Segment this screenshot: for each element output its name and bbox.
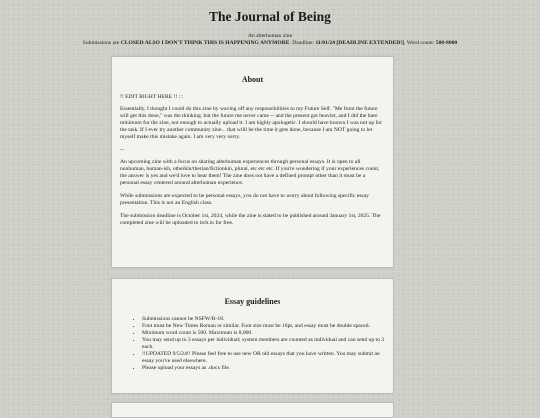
guidelines-card	[111, 278, 394, 394]
site-title: The Journal of Being	[209, 9, 331, 24]
guidelines-title: Essay guidelines	[224, 297, 281, 306]
description-paragraph: An upcoming zine with a focus on sharing alterhuman experiences through personal essays. It is open to all nonhuman, human-ish, otherkin/therian/fictionkin, plural, etc etc etc. If you're wondering if your experiences count, the answer is yes and we'd love to hear them! The zine does not have a defined prompt other than it must be a personal essay centered around alterhuman experience.	[120, 159, 380, 186]
page-header	[0, 0, 540, 47]
guideline-item: • Submissions cannot be NSFW/R-18.	[142, 316, 385, 323]
guideline-item: • Minimum word count is 500. Maximum is 8,000.	[142, 330, 385, 337]
format-paragraph: While submissions are expected to be personal essays, you do not have to worry about following specific essay presentation. This is not an English class.	[120, 193, 369, 206]
wordcount-prefix: . Word count:	[404, 40, 436, 46]
guideline-item: • You may send up to 3 essays per individual; system members are counted as individual and can send up to 3 each.	[142, 337, 385, 351]
apology-paragraph: Essentially, I thought I could do this zine by waving off any responsibilities to my Future Self. "Me from the future will get this done," was the thinking. but the future me never came -- and the present got heavier, and I did the bare minimum for the zine, not enough to actually upload it. I am highly apologetic. I should have known I was not up for the task. If I ever try another community zine... that willl be the time it gets done, because I am NOT going to let myself make this mistake again. I am very very sorry.	[120, 106, 383, 140]
deadline-prefix: . Deadline:	[289, 40, 316, 46]
separator-text: --	[120, 147, 124, 153]
submissions-prefix: Submissions are	[82, 40, 121, 46]
guideline-item: • Font must be New Times Roman or similar. Font size must be 16pt, and essay must be double spaced.	[142, 323, 385, 330]
deadline-paragraph: The submission deadline is October 1st, 2024, while the zine is slated to be published around January 1st, 2025. The completed zine will be uploaded to itch.io for free.	[120, 213, 381, 226]
guideline-item: • Please upload your essays as .docx file.	[142, 365, 385, 372]
edit-note: !! EDIT RIGHT HERE !! :::	[120, 94, 184, 100]
next-card	[111, 402, 394, 418]
submission-status-line	[0, 40, 540, 47]
guideline-item: • !!UPDATED 9/5/24!! Please feel free to use new OR old essays that you have written. You may submit an essay you've used elsewhere.	[142, 351, 385, 365]
deadline-value: 11/01/24 [DEADLINE EXTENDED!]	[315, 40, 405, 46]
about-title: About	[241, 75, 264, 84]
guidelines-list	[120, 316, 385, 372]
site-subtitle: An alterhuman zine	[247, 33, 293, 39]
wordcount-value: 500-8000	[435, 40, 458, 46]
about-card	[111, 56, 394, 268]
submissions-status: CLOSED ALSO I DON'T THINK THIS IS HAPPENING ANYMORE	[120, 40, 290, 46]
